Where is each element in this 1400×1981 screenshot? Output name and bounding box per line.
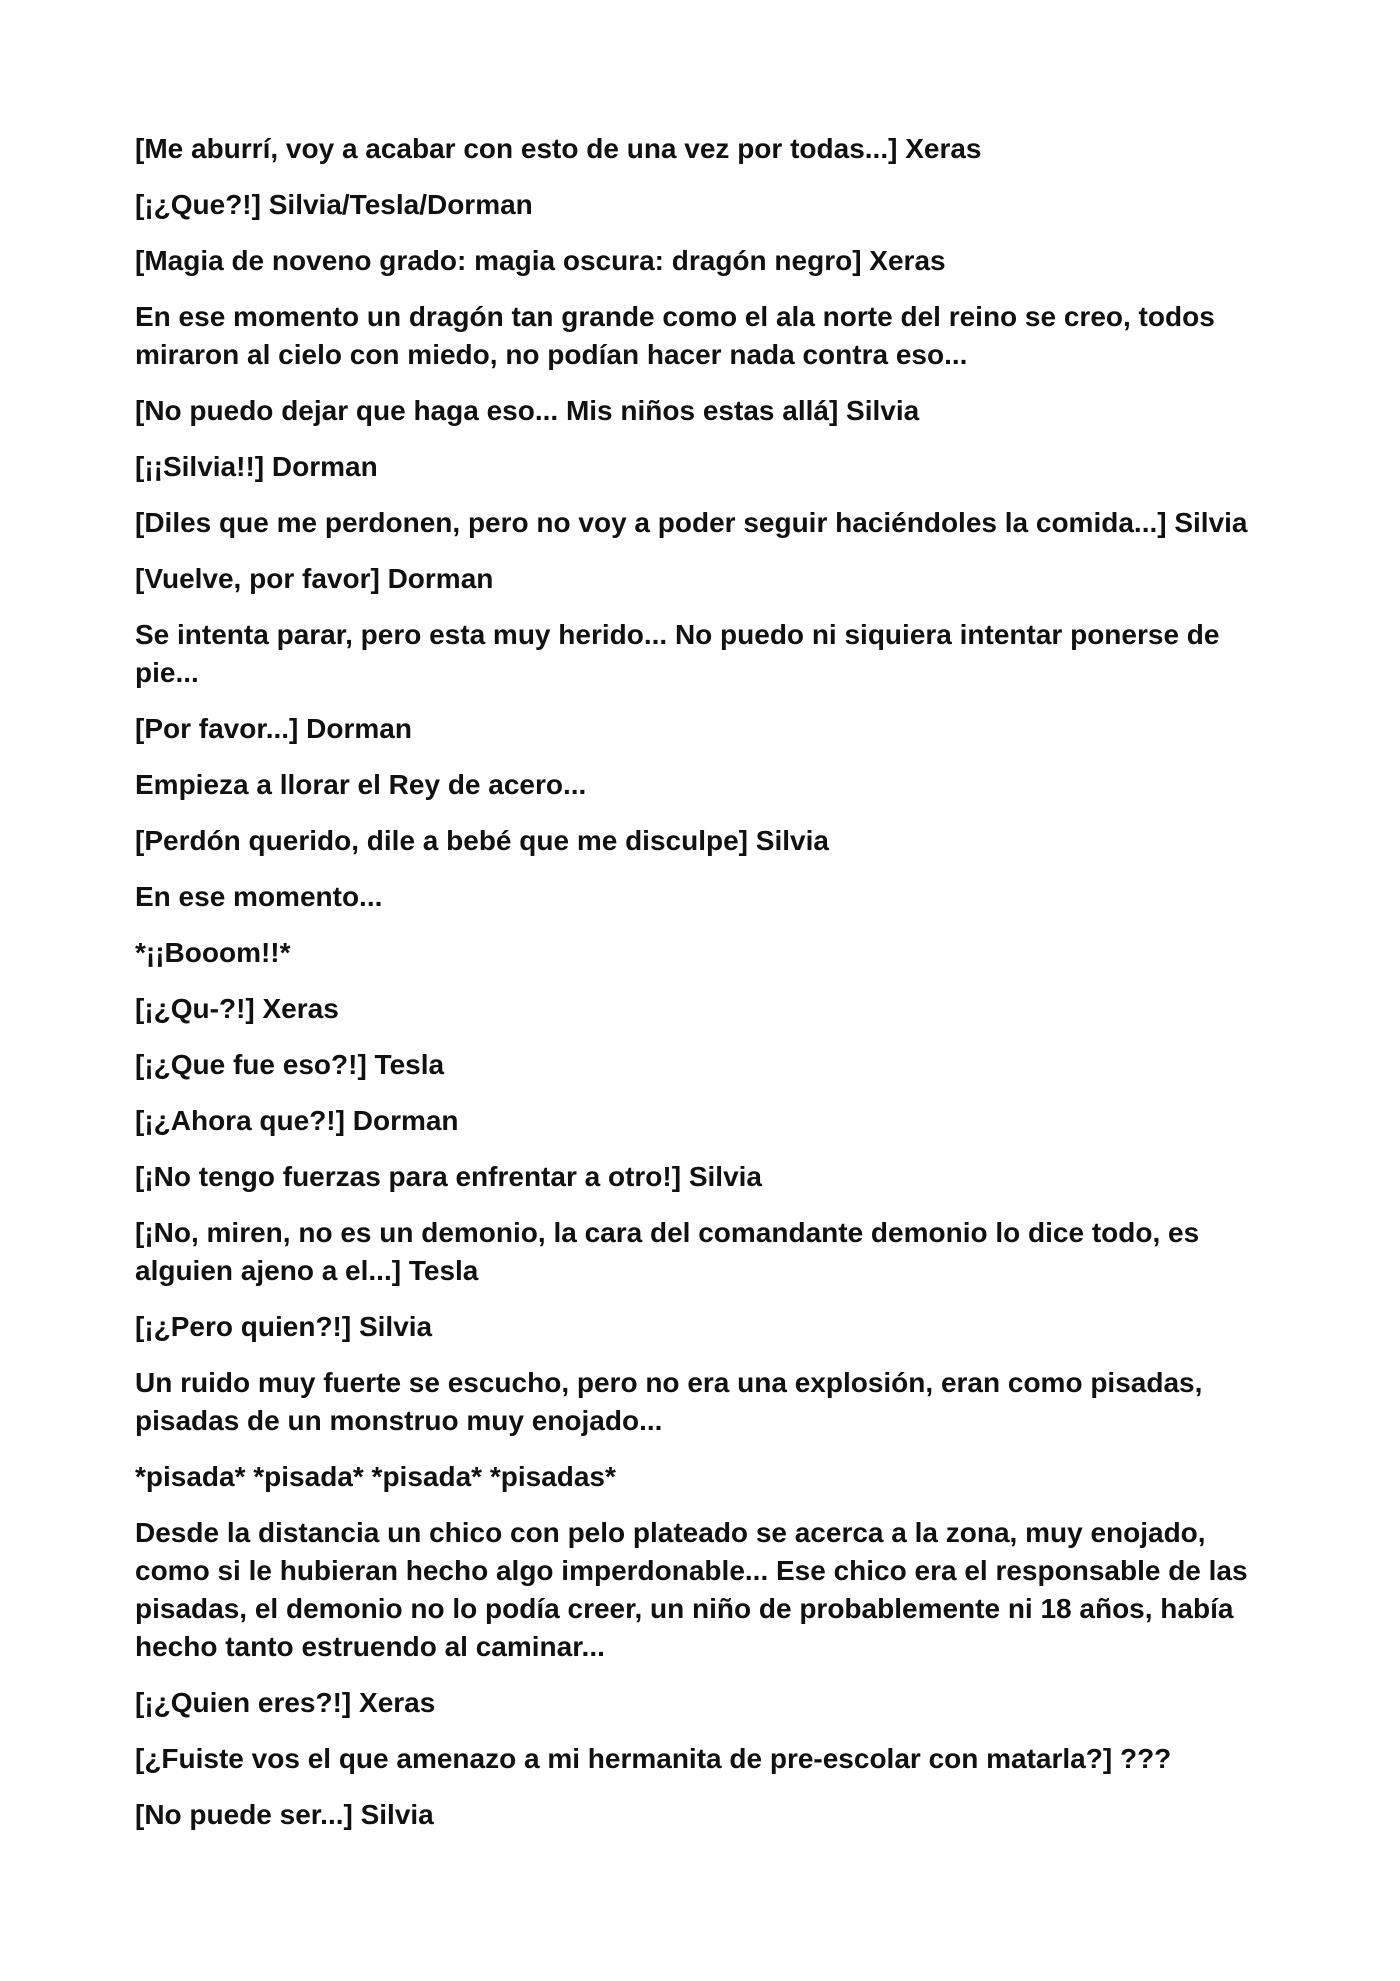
paragraph: Empieza a llorar el Rey de acero... [135,769,587,800]
paragraph: [¡¿Quien eres?!] Xeras [135,1687,436,1718]
paragraph: [¡¿Pero quien?!] Silvia [135,1311,433,1342]
paragraph: [Diles que me perdonen, pero no voy a poder seguir haciéndoles la comida...] Silvia [135,507,1248,538]
paragraph: Se intenta parar, pero esta muy herido... No puedo ni siquiera intentar ponerse de pie... [135,619,1220,688]
paragraph: [¡¿Ahora que?!] Dorman [135,1105,459,1136]
paragraph: [Magia de noveno grado: magia oscura: dragón negro] Xeras [135,245,946,276]
paragraph: [¡¿Qu-?!] Xeras [135,993,339,1024]
paragraph: *pisada* *pisada* *pisada* *pisadas* [135,1461,616,1492]
document-page [135,130,1275,1852]
paragraph: [¡No, miren, no es un demonio, la cara del comandante demonio lo dice todo, es alguien ajeno a el...] Tesla [135,1217,1200,1286]
paragraph: Desde la distancia un chico con pelo plateado se acerca a la zona, muy enojado, como si le hubieran hecho algo imperdonable... Ese chico era el responsable de las pisadas, el demonio no lo podía creer, un niño de probablemente ni 18 años, había hecho tanto estruendo al caminar... [135,1517,1248,1662]
paragraph: [Me aburrí, voy a acabar con esto de una vez por todas...] Xeras [135,133,982,164]
paragraph: [¡¿Que?!] Silvia/Tesla/Dorman [135,189,533,220]
paragraph: [No puede ser...] Silvia [135,1799,434,1830]
paragraph: *¡¡Booom!!* [135,937,291,968]
paragraph: [¡¡Silvia!!] Dorman [135,451,378,482]
paragraph: [¿Fuiste vos el que amenazo a mi hermanita de pre-escolar con matarla?] ??? [135,1743,1172,1774]
paragraph: [Vuelve, por favor] Dorman [135,563,494,594]
paragraph: Un ruido muy fuerte se escucho, pero no era una explosión, eran como pisadas, pisadas de un monstruo muy enojado... [135,1367,1203,1436]
paragraph: [Perdón querido, dile a bebé que me disculpe] Silvia [135,825,829,856]
paragraph: [¡No tengo fuerzas para enfrentar a otro!] Silvia [135,1161,762,1192]
paragraph: [¡¿Que fue eso?!] Tesla [135,1049,445,1080]
paragraph: En ese momento... [135,881,383,912]
paragraph: [No puedo dejar que haga eso... Mis niños estas allá] Silvia [135,395,920,426]
paragraph: [Por favor...] Dorman [135,713,412,744]
paragraph: En ese momento un dragón tan grande como el ala norte del reino se creo, todos miraron al cielo con miedo, no podían hacer nada contra eso... [135,301,1215,370]
